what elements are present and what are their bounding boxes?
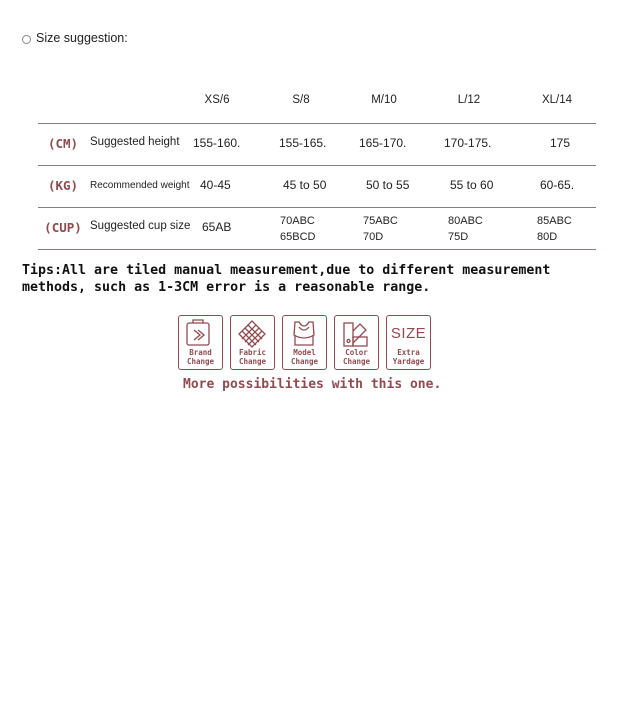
size-suggestion-header bbox=[22, 31, 128, 45]
unit-label: (CUP) bbox=[44, 220, 82, 235]
table-cell: 165-170. bbox=[359, 136, 407, 150]
brand-change-icon bbox=[178, 315, 223, 370]
model-change-icon bbox=[282, 315, 327, 370]
size-suggestion-label: Size suggestion: bbox=[36, 31, 128, 45]
table-cell: 175 bbox=[550, 136, 571, 150]
table-cell bbox=[537, 213, 572, 245]
table-row-height bbox=[38, 124, 596, 166]
feature-icons bbox=[178, 315, 431, 370]
table-cell: 45 to 50 bbox=[283, 178, 327, 192]
column-header-l: L/12 bbox=[457, 94, 481, 106]
icon-label: Fabric Change bbox=[238, 348, 267, 366]
row-label: Suggested cup size bbox=[90, 220, 191, 232]
size-icon bbox=[386, 315, 431, 370]
cell-line: 85ABC bbox=[537, 215, 572, 227]
radio-icon[interactable] bbox=[22, 35, 31, 44]
row-label: Suggested height bbox=[90, 136, 180, 148]
icon-label: Color Change bbox=[342, 348, 371, 366]
table-cell: 65AB bbox=[202, 220, 232, 234]
table-cell bbox=[280, 213, 315, 245]
icon-label: Extra Yardage bbox=[392, 348, 425, 366]
table-row-cup bbox=[38, 208, 596, 250]
table-row-weight bbox=[38, 166, 596, 208]
unit-label: (CM) bbox=[47, 136, 79, 151]
column-header-m: M/10 bbox=[371, 94, 397, 106]
cell-line: 65BCD bbox=[280, 231, 316, 243]
row-label: Recommended weight bbox=[90, 180, 190, 191]
cell-line: 70ABC bbox=[280, 215, 315, 227]
table-cell: 40-45 bbox=[200, 178, 231, 192]
table-cell bbox=[363, 213, 398, 245]
column-header-xs: XS/6 bbox=[204, 94, 230, 106]
table-cell: 155-165. bbox=[279, 136, 327, 150]
table-cell: 60-65. bbox=[540, 178, 575, 192]
column-header-xl: XL/14 bbox=[541, 94, 573, 106]
table-cell: 55 to 60 bbox=[450, 178, 494, 192]
icon-label: Brand Change bbox=[186, 348, 215, 366]
unit-label: (KG) bbox=[47, 178, 79, 193]
color-change-icon bbox=[334, 315, 379, 370]
footer-tagline: More possibilities with this one. bbox=[183, 377, 442, 392]
cell-line: 75ABC bbox=[363, 215, 398, 227]
table-cell: 155-160. bbox=[193, 136, 241, 150]
cell-line: 75D bbox=[448, 231, 469, 243]
table-cell: 170-175. bbox=[444, 136, 492, 150]
cell-line: 80ABC bbox=[448, 215, 483, 227]
table-cell bbox=[448, 213, 483, 245]
size-table bbox=[38, 90, 596, 250]
size-table-header bbox=[38, 90, 596, 124]
cell-line: 80D bbox=[537, 231, 558, 243]
column-header-s: S/8 bbox=[292, 94, 310, 106]
size-text: SIZE bbox=[390, 325, 427, 342]
table-cell: 50 to 55 bbox=[366, 178, 410, 192]
icon-label: Model Change bbox=[290, 348, 319, 366]
cell-line: 70D bbox=[363, 231, 384, 243]
tips-text: Tips:All are tiled manual measurement,due to different measurement methods, such as 1-3CM error is a reasonable range. bbox=[22, 263, 551, 295]
fabric-change-icon bbox=[230, 315, 275, 370]
